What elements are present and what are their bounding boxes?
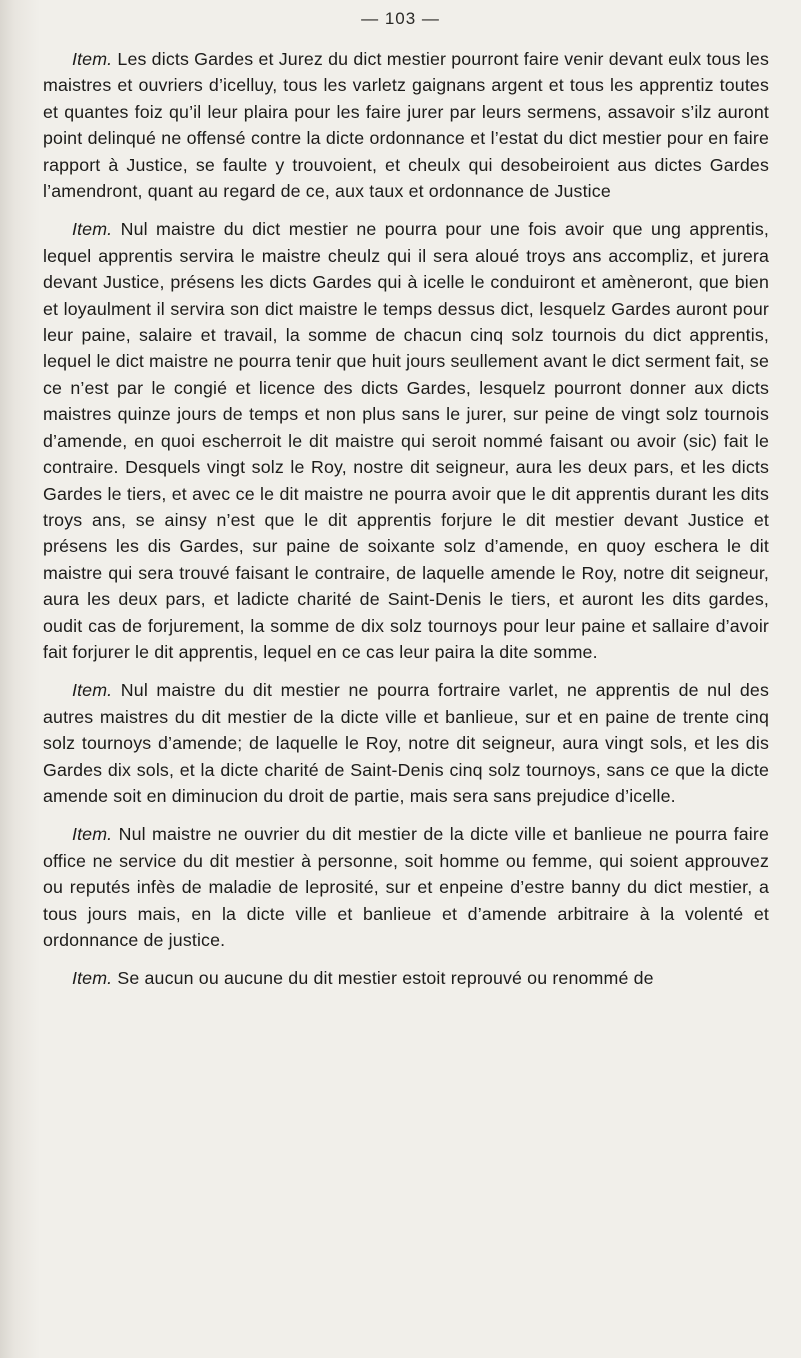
body-text xyxy=(43,46,769,992)
item-label: Item. xyxy=(72,968,113,989)
item-label: Item. xyxy=(72,49,113,69)
paragraph-text: Se aucun ou aucune du dit mestier estoit reprouvé ou renommé de xyxy=(112,968,654,989)
paragraph-text: Nul maistre ne ouvrier du dit mestier de la dicte ville et banlieue ne pourra faire office ne service du dit mestier à personne, soit homme ou femme, qui soient approuvez ou reputés infès de maladie de leprosité, sur et enpeine d’estre banny du dict mestier, a tous jours mais, en la dicte ville et banlieue et d’amende arbitraire à la volenté et ordonnance de justice. xyxy=(43,824,769,950)
paragraph-3 xyxy=(43,677,769,809)
paragraph-5 xyxy=(43,965,769,991)
page-number: — 103 — xyxy=(361,9,440,28)
paragraph-2 xyxy=(43,216,769,665)
paragraph-text: Les dicts Gardes et Jurez du dict mestier pourront faire venir devant eulx tous les maistres et ouvriers d’icelluy, tous les varletz gaignans argent et tous les apprentiz toutes et quantes foiz qu’il leur plaira pour les faire jurer par leurs sermens, assavoir s’ilz auront point delinqué ne offensé contre la dicte ordonnance et l’estat du dict mestier pour en faire rapport à Justice, se faulte y trouvoient, et cheulx qui desobeiroient aus dictes Gardes l’amendront, quant au regard de ce, aux taux et ordonnance de Justice xyxy=(43,49,769,202)
item-label: Item. xyxy=(72,219,113,240)
paragraph-4 xyxy=(43,821,769,953)
paragraph-text: Nul maistre du dict mestier ne pourra pour une fois avoir que ung apprentis, lequel apprentis servira le maistre cheulz qui il sera aloué troys ans accompliz, et jurera devant Justice, présens les dicts Gardes qui à icelle le conduiront et amèneront, que bien et loyaulment il servira son dict maistre le temps dessus dict, lesquelz Gardes auront pour leur paine, salaire et travail, la somme de chacun cinq solz tournois du dict apprentis, lequel le dict maistre ne pourra tenir que huit jours seullement avant le dict serment fait, se ce n’est par le congié et licence des dicts Gardes, lesquelz pourront donner aux dicts maistres quinze jours de temps et non plus sans le jurer, sur peine de vingt solz tournois d’amende, en quoi escherroit le dit maistre qui seroit nommé faisant ou avoir (sic) fait le contraire. Desquels vingt solz le Roy, nostre dit seigneur, aura les deux pars, et les dicts Gardes le tiers, et avec ce le dit maistre ne pourra avoir que le dit apprentis durant les dits troys ans, se ainsy n’est que le dit apprentis forjure le dit mestier devant Justice et présens les dis Gardes, sur paine de soixante solz d’amende, en quoy eschera le dit maistre qui sera trouvé faisant le contraire, de laquelle amende le Roy, notre dit seigneur, aura les deux pars, et ladicte charité de Saint-Denis le tiers, et auront les dits gardes, oudit cas de forjurement, la somme de dix solz tournoys pour leur paine et sallaire d’avoir fait forjurer le dit apprentis, lequel en ce cas leur paira la dite somme. xyxy=(43,219,769,662)
item-label: Item. xyxy=(72,680,113,701)
paragraph-1 xyxy=(43,46,769,204)
paragraph-text: Nul maistre du dit mestier ne pourra fortraire varlet, ne apprentis de nul des autres maistres du dit mestier de la dicte ville et banlieue, sur et en paine de trente cinq solz tournoys d’amende; de laquelle le Roy, notre dit seigneur, aura vingt sols, et les dis Gardes dix sols, et la dicte charité de Saint-Denis cinq solz tournoys, sans ce que la dicte amende soit en diminucion du droit de partie, mais sera sans prejudice d’icelle. xyxy=(43,680,769,806)
item-label: Item. xyxy=(72,824,113,845)
